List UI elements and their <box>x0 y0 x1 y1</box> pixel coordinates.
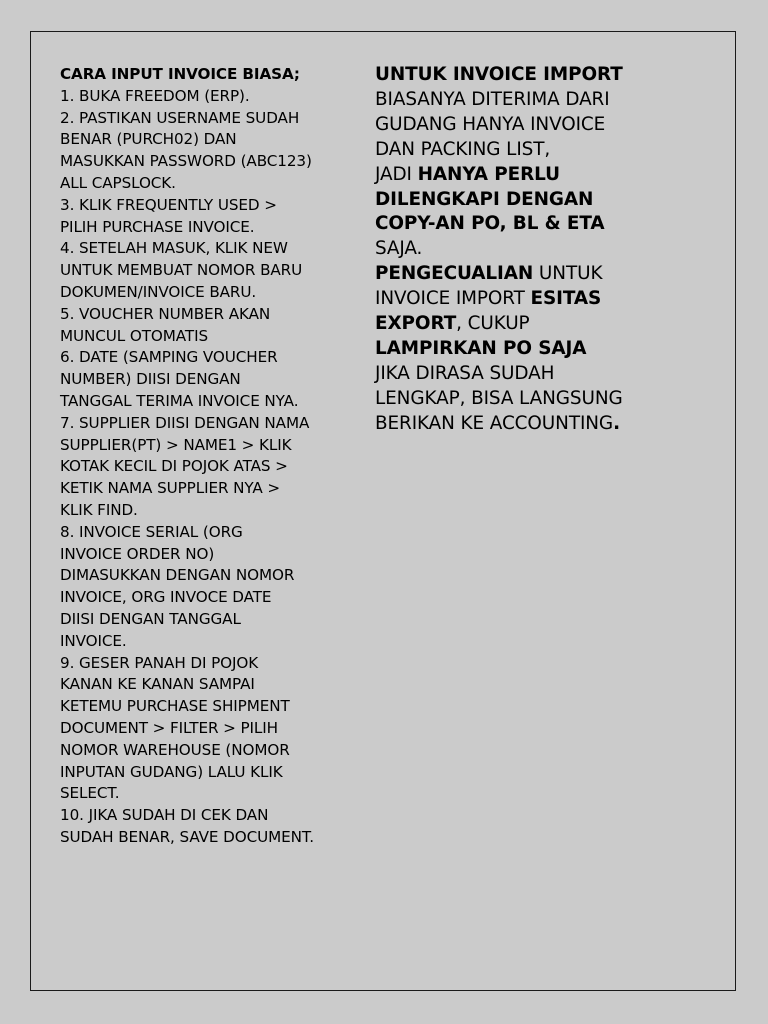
instruction-line: PILIH PURCHASE INVOICE. <box>60 217 255 236</box>
import-note-heading: UNTUK INVOICE IMPORT <box>375 64 623 85</box>
instruction-line: MUNCUL OTOMATIS <box>60 326 208 345</box>
import-note-emphasis: ESITAS <box>530 288 602 310</box>
instruction-line: SUDAH BENAR, SAVE DOCUMENT. <box>60 827 314 846</box>
instruction-line: DOKUMEN/INVOICE BARU. <box>60 282 257 301</box>
import-note-line: SAJA. <box>375 238 423 260</box>
instruction-line: 6. DATE (SAMPING VOUCHER <box>60 348 278 367</box>
instruction-line: NUMBER) DIISI DENGAN <box>60 370 241 389</box>
instruction-line: KOTAK KECIL DI POJOK ATAS > <box>60 457 288 476</box>
instruction-line: 10. JIKA SUDAH DI CEK DAN <box>60 806 269 825</box>
instruction-line: INVOICE ORDER NO) <box>60 544 215 563</box>
instruction-line: INVOICE, ORG INVOCE DATE <box>60 588 272 607</box>
import-note-emphasis: HANYA PERLU <box>417 163 560 185</box>
import-note-emphasis: COPY-AN PO, BL & ETA <box>375 213 605 235</box>
import-note-text: , CUKUP <box>456 313 530 335</box>
import-note-emphasis: DILENGKAPI DENGAN <box>375 188 594 210</box>
instruction-line: KLIK FIND. <box>60 500 138 519</box>
instruction-line: INPUTAN GUDANG) LALU KLIK <box>60 762 283 781</box>
instruction-line: 2. PASTIKAN USERNAME SUDAH <box>60 108 300 127</box>
instruction-line: ALL CAPSLOCK. <box>60 173 176 192</box>
instruction-line: NOMOR WAREHOUSE (NOMOR <box>60 740 290 759</box>
import-note-text: UNTUK <box>533 263 603 285</box>
instruction-line: KANAN KE KANAN SAMPAI <box>60 675 255 694</box>
import-note-line <box>375 262 675 287</box>
instruction-line: UNTUK MEMBUAT NOMOR BARU <box>60 261 303 280</box>
instruction-line: 3. KLIK FREQUENTLY USED > <box>60 195 277 214</box>
instruction-line: TANGGAL TERIMA INVOICE NYA. <box>60 391 299 410</box>
import-note-line: BIASANYA DITERIMA DARI <box>375 88 610 110</box>
instruction-line: KETEMU PURCHASE SHIPMENT <box>60 697 290 716</box>
instruction-line: KETIK NAMA SUPPLIER NYA > <box>60 479 281 498</box>
import-note-line: LENGKAP, BISA LANGSUNG <box>375 387 623 409</box>
import-note-line <box>375 312 675 337</box>
import-note-line <box>375 287 675 312</box>
instruction-line: 1. BUKA FREEDOM (ERP). <box>60 86 250 105</box>
import-note-text: JADI <box>375 163 418 185</box>
instruction-line: SELECT. <box>60 784 120 803</box>
import-note-period: . <box>613 412 620 434</box>
instruction-line: 9. GESER PANAH DI POJOK <box>60 653 259 672</box>
instruction-line: 7. SUPPLIER DIISI DENGAN NAMA <box>60 413 310 432</box>
import-note-line: DAN PACKING LIST, <box>375 138 551 160</box>
instruction-line: DOCUMENT > FILTER > PILIH <box>60 718 278 737</box>
import-note-line <box>375 412 675 437</box>
instruction-line: MASUKKAN PASSWORD (ABC123) <box>60 152 312 171</box>
import-note-emphasis: PENGECUALIAN <box>375 263 534 285</box>
import-note-line <box>375 163 675 188</box>
import-note-text: BERIKAN KE ACCOUNTING <box>375 412 614 434</box>
instruction-line: DIMASUKKAN DENGAN NOMOR <box>60 566 295 585</box>
instructions-heading: CARA INPUT INVOICE BIASA; <box>60 65 300 83</box>
instruction-line: 8. INVOICE SERIAL (ORG <box>60 522 243 541</box>
instruction-line: DIISI DENGAN TANGGAL <box>60 609 241 628</box>
left-column-instructions <box>60 64 350 849</box>
instruction-line: BENAR (PURCH02) DAN <box>60 130 237 149</box>
instruction-line: 4. SETELAH MASUK, KLIK NEW <box>60 239 288 258</box>
import-note-text: INVOICE IMPORT <box>375 288 531 310</box>
right-column-import-note <box>375 63 675 437</box>
import-note-line: JIKA DIRASA SUDAH <box>375 362 555 384</box>
import-note-line: GUDANG HANYA INVOICE <box>375 113 606 135</box>
import-note-emphasis: EXPORT <box>375 313 457 335</box>
instruction-line: SUPPLIER(PT) > NAME1 > KLIK <box>60 435 292 454</box>
import-note-emphasis: LAMPIRKAN PO SAJA <box>375 337 587 359</box>
instruction-line: 5. VOUCHER NUMBER AKAN <box>60 304 271 323</box>
instruction-line: INVOICE. <box>60 631 127 650</box>
